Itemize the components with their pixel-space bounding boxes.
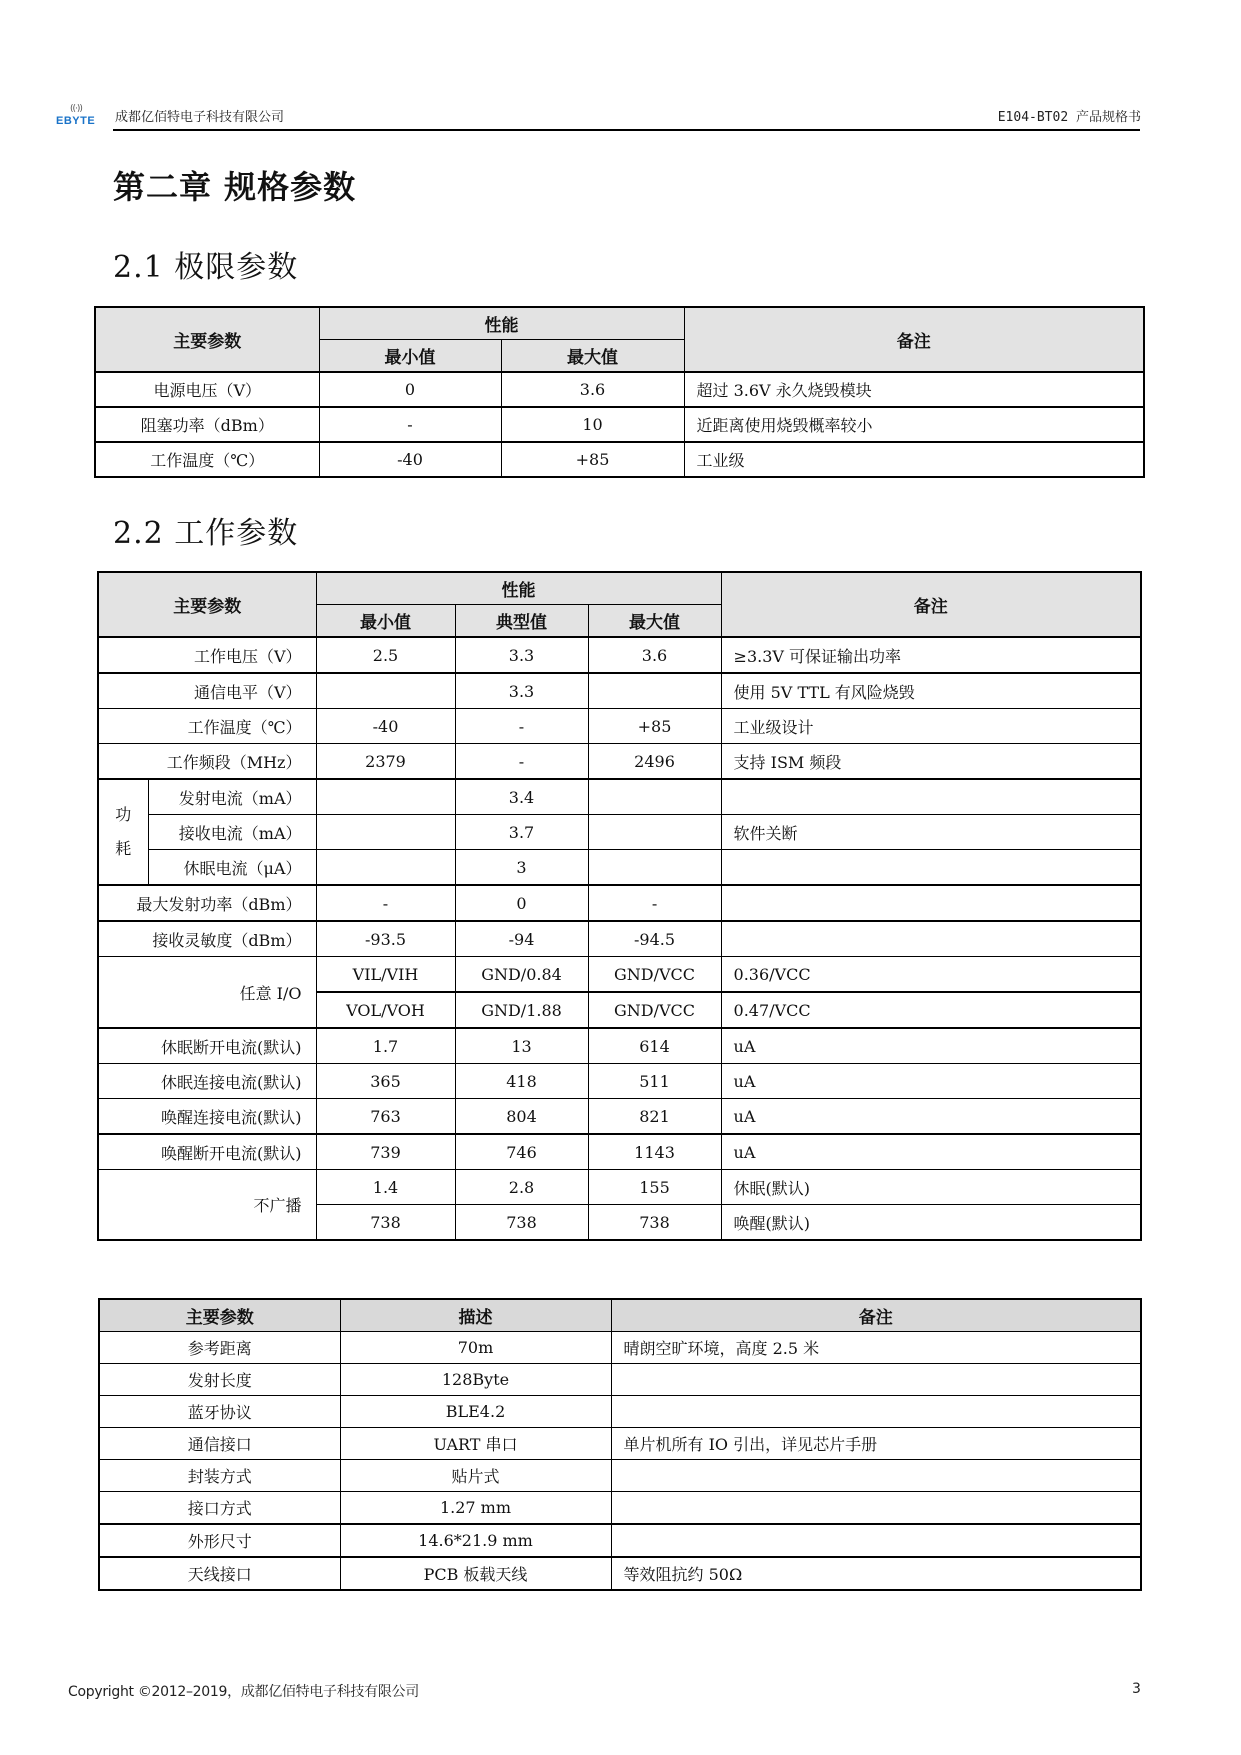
max-cell (588, 850, 721, 886)
max-cell: 10 (501, 407, 684, 442)
min-cell (316, 850, 455, 886)
table-row (98, 637, 1141, 673)
header-max: 最大值 (588, 605, 721, 638)
min-cell: -40 (319, 442, 501, 477)
typ-cell: 3.3 (455, 637, 588, 673)
header-param: 主要参数 (99, 1299, 340, 1332)
note-cell: 0.47/VCC (721, 992, 1141, 1028)
note-cell: 唤醒(默认) (721, 1205, 1141, 1241)
param-cell: 工作电压（V） (98, 637, 316, 673)
note-cell (721, 885, 1141, 921)
param-cell: 工作频段（MHz） (98, 744, 316, 780)
header-note: 备注 (611, 1299, 1141, 1332)
note-cell: uA (721, 1028, 1141, 1064)
general-parameters-table (98, 1298, 1142, 1591)
wireless-signal-icon: ((·)) (70, 104, 82, 114)
param-cell: 参考距离 (99, 1332, 340, 1364)
table-row (98, 709, 1141, 744)
typ-cell: 3.7 (455, 815, 588, 850)
param-cell: 外形尺寸 (99, 1524, 340, 1557)
power-label-2: 耗 (115, 839, 132, 858)
param-cell: 唤醒连接电流(默认) (98, 1099, 316, 1135)
table-row (98, 815, 1141, 850)
typ-cell: - (455, 744, 588, 780)
param-cell: 接收灵敏度（dBm） (98, 921, 316, 957)
max-cell: 155 (588, 1170, 721, 1205)
header-min: 最小值 (316, 605, 455, 638)
note-cell (721, 850, 1141, 886)
param-cell: 通信电平（V） (98, 673, 316, 709)
min-cell: 0 (319, 372, 501, 407)
note-cell (611, 1524, 1141, 1557)
note-cell: 工业级设计 (721, 709, 1141, 744)
note-cell: 使用 5V TTL 有风险烧毁 (721, 673, 1141, 709)
header-performance: 性能 (319, 307, 684, 340)
max-cell: 3.6 (588, 637, 721, 673)
table-row (99, 1557, 1141, 1590)
min-cell: 763 (316, 1099, 455, 1135)
note-cell: 0.36/VCC (721, 957, 1141, 993)
param-cell: 工作温度（℃） (95, 442, 319, 477)
min-cell: -93.5 (316, 921, 455, 957)
header-max: 最大值 (501, 340, 684, 373)
operating-parameters-table (97, 571, 1142, 1241)
noadv-group-label: 不广播 (98, 1170, 316, 1241)
typ-cell: -94 (455, 921, 588, 957)
typ-cell: 738 (455, 1205, 588, 1241)
table-row (98, 1099, 1141, 1135)
note-cell (611, 1364, 1141, 1396)
io-group-label: 任意 I/O (98, 957, 316, 1029)
note-cell: 超过 3.6V 永久烧毁模块 (684, 372, 1144, 407)
note-cell (721, 921, 1141, 957)
table-row (98, 779, 1141, 815)
min-cell: 365 (316, 1064, 455, 1099)
table-row (98, 673, 1141, 709)
table-row (95, 407, 1144, 442)
table-row (99, 1332, 1141, 1364)
max-cell: 821 (588, 1099, 721, 1135)
note-cell: 休眠(默认) (721, 1170, 1141, 1205)
min-cell: -40 (316, 709, 455, 744)
table-row (98, 1170, 1141, 1205)
max-cell: -94.5 (588, 921, 721, 957)
param-cell: 休眠断开电流(默认) (98, 1028, 316, 1064)
header-performance: 性能 (316, 572, 721, 605)
note-cell (721, 779, 1141, 815)
note-cell: uA (721, 1134, 1141, 1170)
table-row (99, 1460, 1141, 1492)
table-row (99, 1396, 1141, 1428)
note-cell: 等效阻抗约 50Ω (611, 1557, 1141, 1590)
max-cell (588, 815, 721, 850)
desc-cell: 128Byte (340, 1364, 611, 1396)
table-row (99, 1492, 1141, 1525)
param-cell: 电源电压（V） (95, 372, 319, 407)
min-cell: - (319, 407, 501, 442)
table-row (98, 1134, 1141, 1170)
section-title-limits: 2.1 极限参数 (113, 250, 299, 285)
io-value-cell: GND/0.84 (455, 957, 588, 993)
typ-cell: - (455, 709, 588, 744)
typ-cell: 418 (455, 1064, 588, 1099)
desc-cell: 14.6*21.9 mm (340, 1524, 611, 1557)
desc-cell: BLE4.2 (340, 1396, 611, 1428)
note-cell: ≥3.3V 可保证输出功率 (721, 637, 1141, 673)
table-row (98, 957, 1141, 993)
param-cell: 接口方式 (99, 1492, 340, 1525)
limit-parameters-table (94, 306, 1145, 478)
min-cell: 2.5 (316, 637, 455, 673)
max-cell: - (588, 885, 721, 921)
min-cell: 1.7 (316, 1028, 455, 1064)
table-row (99, 1364, 1141, 1396)
header-company: 成都亿佰特电子科技有限公司 (115, 110, 285, 125)
table-row (98, 885, 1141, 921)
min-cell (316, 779, 455, 815)
min-cell: 2379 (316, 744, 455, 780)
desc-cell: UART 串口 (340, 1428, 611, 1460)
desc-cell: 贴片式 (340, 1460, 611, 1492)
param-cell: 封装方式 (99, 1460, 340, 1492)
header-product-title: E104-BT02 产品规格书 (997, 110, 1141, 125)
param-cell: 通信接口 (99, 1428, 340, 1460)
table-row (98, 850, 1141, 886)
table-row (95, 372, 1144, 407)
note-cell: 近距离使用烧毁概率较小 (684, 407, 1144, 442)
param-cell: 休眠连接电流(默认) (98, 1064, 316, 1099)
typ-cell: 0 (455, 885, 588, 921)
max-cell: 738 (588, 1205, 721, 1241)
note-cell (611, 1492, 1141, 1525)
header-param: 主要参数 (95, 307, 319, 372)
desc-cell: PCB 板载天线 (340, 1557, 611, 1590)
header-param: 主要参数 (98, 572, 316, 637)
typ-cell: 746 (455, 1134, 588, 1170)
max-cell (588, 673, 721, 709)
io-value-cell: GND/1.88 (455, 992, 588, 1028)
desc-cell: 1.27 mm (340, 1492, 611, 1525)
ebyte-logo (56, 104, 100, 126)
max-cell (588, 779, 721, 815)
note-cell: uA (721, 1064, 1141, 1099)
max-cell: +85 (588, 709, 721, 744)
logo-text: EBYTE (56, 115, 96, 127)
param-cell: 工作温度（℃） (98, 709, 316, 744)
table-row (98, 921, 1141, 957)
min-cell (316, 673, 455, 709)
section-title-operating: 2.2 工作参数 (113, 516, 299, 551)
note-cell: uA (721, 1099, 1141, 1135)
note-cell: 晴朗空旷环境，高度 2.5 米 (611, 1332, 1141, 1364)
footer-copyright: Copyright ©2012–2019，成都亿佰特电子科技有限公司 (68, 1684, 419, 1700)
table-row (98, 1028, 1141, 1064)
min-cell: 738 (316, 1205, 455, 1241)
param-cell: 阻塞功率（dBm） (95, 407, 319, 442)
io-range-cell: GND/VCC (588, 957, 721, 993)
page-number: 3 (1132, 1681, 1141, 1697)
typ-cell: 3.4 (455, 779, 588, 815)
io-type-cell: VOL/VOH (316, 992, 455, 1028)
table-row (98, 744, 1141, 780)
param-cell: 唤醒断开电流(默认) (98, 1134, 316, 1170)
note-cell (611, 1396, 1141, 1428)
max-cell: 2496 (588, 744, 721, 780)
param-cell: 发射长度 (99, 1364, 340, 1396)
param-cell: 休眠电流（μA） (148, 850, 316, 886)
typ-cell: 13 (455, 1028, 588, 1064)
param-cell: 接收电流（mA） (148, 815, 316, 850)
typ-cell: 3.3 (455, 673, 588, 709)
table-row (95, 442, 1144, 477)
io-type-cell: VIL/VIH (316, 957, 455, 993)
max-cell: 3.6 (501, 372, 684, 407)
header-typ: 典型值 (455, 605, 588, 638)
min-cell: 1.4 (316, 1170, 455, 1205)
header-divider (113, 129, 1140, 131)
io-range-cell: GND/VCC (588, 992, 721, 1028)
typ-cell: 2.8 (455, 1170, 588, 1205)
min-cell: 739 (316, 1134, 455, 1170)
param-cell: 最大发射功率（dBm） (98, 885, 316, 921)
note-cell (611, 1460, 1141, 1492)
typ-cell: 804 (455, 1099, 588, 1135)
header-desc: 描述 (340, 1299, 611, 1332)
table-row (99, 1524, 1141, 1557)
note-cell: 单片机所有 IO 引出，详见芯片手册 (611, 1428, 1141, 1460)
note-cell: 软件关断 (721, 815, 1141, 850)
header-min: 最小值 (319, 340, 501, 373)
max-cell: 511 (588, 1064, 721, 1099)
chapter-title: 第二章 规格参数 (113, 168, 357, 206)
min-cell: - (316, 885, 455, 921)
param-cell: 发射电流（mA） (148, 779, 316, 815)
desc-cell: 70m (340, 1332, 611, 1364)
power-group-label (98, 779, 148, 885)
table-row (99, 1428, 1141, 1460)
note-cell: 支持 ISM 频段 (721, 744, 1141, 780)
max-cell: +85 (501, 442, 684, 477)
param-cell: 天线接口 (99, 1557, 340, 1590)
param-cell: 蓝牙协议 (99, 1396, 340, 1428)
max-cell: 614 (588, 1028, 721, 1064)
header-note: 备注 (721, 572, 1141, 637)
note-cell: 工业级 (684, 442, 1144, 477)
typ-cell: 3 (455, 850, 588, 886)
min-cell (316, 815, 455, 850)
max-cell: 1143 (588, 1134, 721, 1170)
header-note: 备注 (684, 307, 1144, 372)
power-label-1: 功 (115, 805, 132, 824)
table-row (98, 1064, 1141, 1099)
